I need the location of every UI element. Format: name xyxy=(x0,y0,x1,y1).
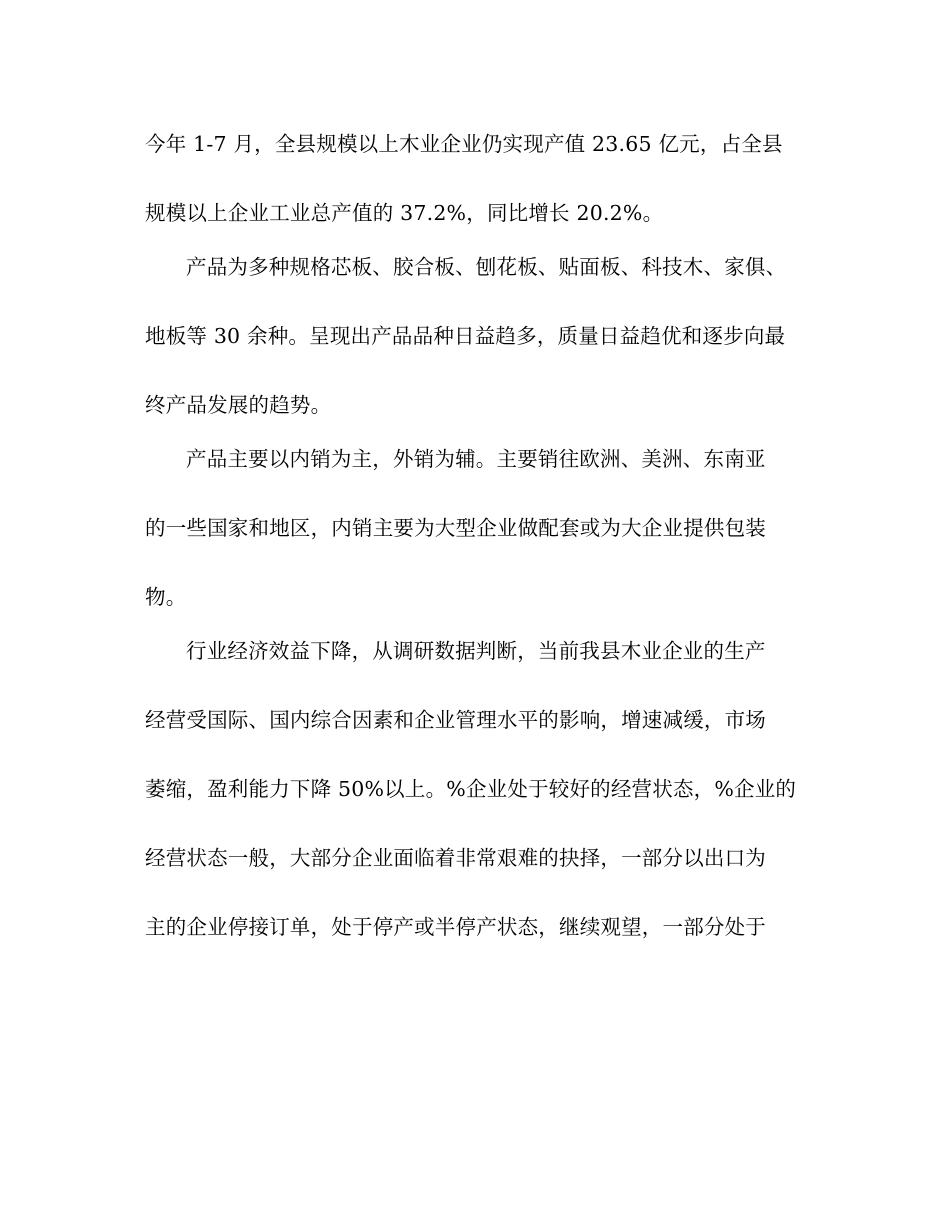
text-line: 规模以上企业工业总产值的 37.2%，同比增长 20.2%。 xyxy=(145,201,664,225)
text-line: 的一些国家和地区，内销主要为大型企业做配套或为大企业提供包装 xyxy=(145,516,766,540)
text-line: 产品主要以内销为主，外销为辅。主要销往欧洲、美洲、东南亚 xyxy=(186,447,766,471)
text-line: 主的企业停接订单，处于停产或半停产状态，继续观望，一部分处于 xyxy=(145,915,766,939)
document-body xyxy=(145,121,810,950)
text-line: 经营状态一般，大部分企业面临着非常艰难的抉择，一部分以出口为 xyxy=(145,846,766,870)
text-line: 物。 xyxy=(145,585,187,609)
text-line: 终产品发展的趋势。 xyxy=(145,393,332,417)
text-line: 萎缩，盈利能力下降 50%以上。%企业处于较好的经营状态，%企业的 xyxy=(145,777,797,801)
text-line: 今年 1-7 月，全县规模以上木业企业仍实现产值 23.65 亿元，占全县 xyxy=(145,132,783,156)
text-line: 行业经济效益下降，从调研数据判断，当前我县木业企业的生产 xyxy=(186,639,766,663)
text-line: 产品为多种规格芯板、胶合板、刨花板、贴面板、科技木、家俱、 xyxy=(186,255,787,279)
text-line: 经营受国际、国内综合因素和企业管理水平的影响，增速减缓，市场 xyxy=(145,708,766,732)
text-line: 地板等 30 余种。呈现出产品品种日益趋多，质量日益趋优和逐步向最 xyxy=(145,324,786,348)
